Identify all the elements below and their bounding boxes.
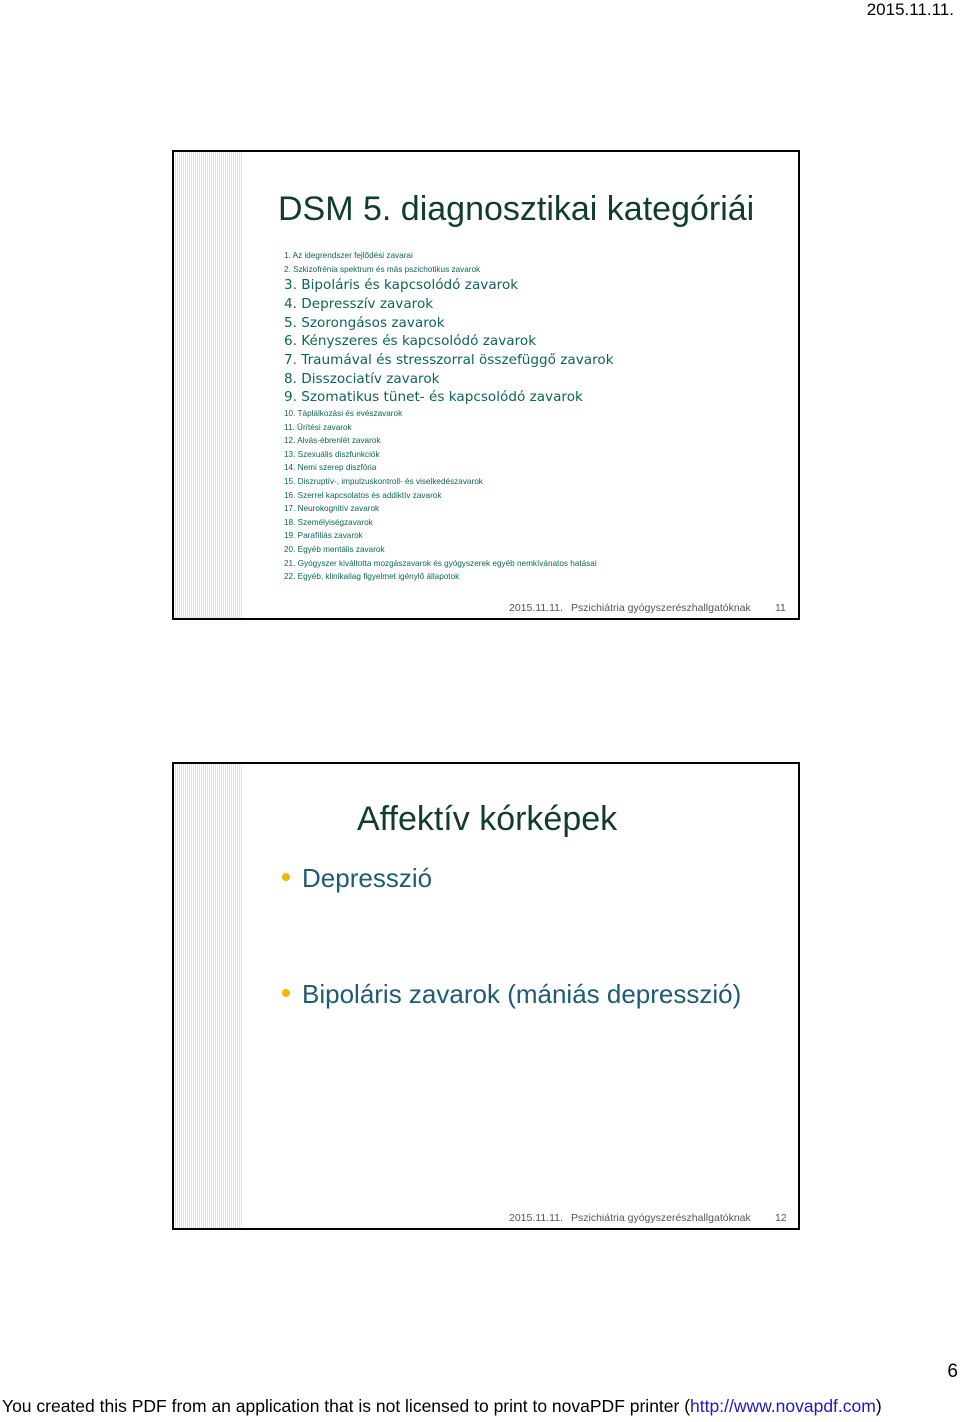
category-list-item: 7. Traumával és stresszorral összefüggő zavarok [284, 352, 614, 368]
bullet-text: Depresszió [302, 863, 433, 893]
category-list-item: 20. Egyéb mentális zavarok [284, 545, 385, 555]
category-list-item: 4. Depresszív zavarok [284, 295, 434, 312]
category-list-item: 19. Parafíliás zavarok [284, 531, 363, 541]
slide-1-footer-text: Pszichiátria gyógyszerészhallgatóknak [571, 602, 751, 614]
category-list-item: 22. Egyéb, klinikailag figyelmet igénylő állapotok [284, 572, 460, 582]
category-list-item: 3. Bipoláris és kapcsolódó zavarok [284, 277, 519, 294]
slide-1-footer-number: 11 [775, 602, 786, 614]
category-list-item: 12. Alvás-ébrenlét zavarok [284, 436, 381, 446]
slide-1 [172, 150, 800, 620]
category-list-item: 15. Diszruptív-, impulzuskontroll- és viselkedészavarok [284, 477, 483, 487]
bullet-text: Bipoláris zavarok (mániás depresszió) [302, 979, 742, 1009]
slide-2-decorative-stripe [174, 764, 242, 1228]
page-number: 6 [947, 1361, 958, 1382]
slide-2-title: Affektív kórképek [357, 800, 618, 838]
bullet-item [282, 863, 432, 894]
category-list-item: 13. Szexuális diszfunkciók [284, 449, 380, 459]
category-list-item: 2. Szkizofrénia spektrum és más pszichotikus zavarok [284, 264, 481, 274]
slide-1-footer-date: 2015.11.11. [509, 602, 563, 614]
watermark-suffix: ) [875, 1396, 882, 1416]
category-list-item: 9. Szomatikus tünet- és kapcsolódó zavarok [284, 389, 583, 406]
bullet-item [282, 979, 741, 1010]
slide-1-decorative-stripe [174, 152, 242, 618]
watermark-prefix: You created this PDF from an application that is not licensed to print to novaPDF printer ( [2, 1396, 691, 1416]
bullet-dot-icon [282, 989, 290, 997]
category-list-item: 17. Neurokognitív zavarok [284, 504, 380, 514]
watermark-link[interactable]: http://www.novapdf.com [690, 1396, 876, 1416]
category-list-item: 14. Nemi szerep diszfória [284, 463, 377, 473]
category-list-item: 6. Kényszeres és kapcsolódó zavarok [284, 333, 537, 350]
bullet-dot-icon [282, 873, 290, 881]
license-watermark [2, 1396, 882, 1417]
category-list-item: 1. Az idegrendszer fejlődési zavarai [284, 251, 413, 260]
slide-2 [172, 762, 800, 1230]
category-list [284, 249, 614, 584]
slide-2-footer-number: 12 [775, 1212, 787, 1224]
category-list-item: 11. Ürítési zavarok [284, 422, 352, 432]
page-header-date: 2015.11.11. [866, 0, 954, 19]
category-list-item: 21. Gyógyszer kiváltotta mozgászavarok és gyógyszerek egyéb nemkívánatos hatásai [284, 558, 597, 568]
slide-2-footer-date: 2015.11.11. [509, 1212, 563, 1224]
category-list-item: 16. Szerrel kapcsolatos és addiktív zavarok [284, 490, 442, 500]
category-list-item: 8. Disszociatív zavarok [284, 370, 440, 387]
slide-1-title: DSM 5. diagnosztikai kategóriái [278, 190, 755, 228]
category-list-item: 18. Személyiségzavarok [284, 517, 373, 527]
category-list-item: 10. Táplálkozási és evészavarok [284, 409, 403, 419]
category-list-item: 5. Szorongásos zavarok [284, 314, 445, 331]
slide-2-footer-text: Pszichiátria gyógyszerészhallgatóknak [571, 1212, 751, 1224]
